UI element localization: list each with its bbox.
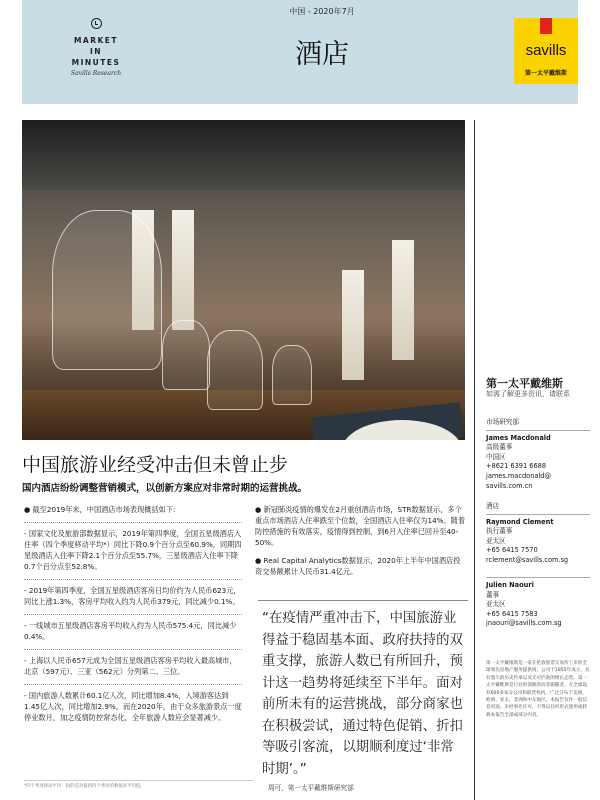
- contact-email[interactable]: rclement@savills.com.sg: [486, 555, 569, 564]
- subheadline: 国内酒店纷纷调整营销模式，以创新方案应对非常时期的运营挑战。: [22, 483, 308, 494]
- market-in-minutes-masthead: [60, 18, 132, 77]
- contact-region: 中国区: [486, 452, 506, 461]
- contact-phone: +65 6415 7583: [486, 609, 538, 618]
- sidebar-title: 第一太平戴维斯: [486, 377, 563, 390]
- paragraph: - 上海以人民币657元成为全国五星级酒店客房平均收入最高城市，北京（597元）、三亚（562元）分列第二、三位。: [24, 649, 242, 677]
- contact-name: James Macdonald: [486, 433, 551, 442]
- contact-role: 董事: [486, 590, 500, 599]
- footnote: *四个季度移动平均：指的是对最新四个季度的数据求平均值。: [24, 780, 254, 789]
- contact-email-cont[interactable]: savills.com.cn: [486, 481, 533, 490]
- pull-quote: “在疫情严重冲击下，中国旅游业得益于稳固基本面、政府扶持的双重支撑，旅游人数已有所回升，预计这一趋势将延续至下半年。面对前所未有的运营挑战，部分商家也在积极尝试，通过特色促销、折扣等吸引客流，以期顺利度过‘非常时期’。”: [262, 611, 463, 777]
- report-date: 中国 - 2020年7月: [289, 7, 355, 16]
- headline: 中国旅游业经受冲击但未曾止步: [22, 454, 289, 476]
- masthead-sub: Savills Research: [70, 70, 122, 77]
- savills-logo: [514, 18, 578, 84]
- masthead-line-2: IN: [89, 47, 103, 56]
- article-column-1: [24, 504, 242, 730]
- contact-email[interactable]: jnaouri@savills.com.sg: [486, 619, 562, 628]
- contact-region: 亚太区: [486, 600, 506, 609]
- quote-source: 周可，第一太平戴维斯研究部: [268, 784, 354, 792]
- paragraph: ● Real Capital Analytics数据显示，2020年上半年中国酒店投资交易额累计人民币31.4亿元。: [255, 556, 461, 576]
- contact-section-label: [486, 575, 590, 578]
- contact-section-label: 市场研究部: [486, 418, 590, 431]
- logo-word: savills: [525, 42, 567, 59]
- sidebar-subtitle: 如需了解更多资讯，请联系: [486, 390, 570, 398]
- contact-name: Julien Naouri: [486, 581, 534, 589]
- paragraph: ● 新冠肺炎疫情的爆发在2月重创酒店市场，STR数据显示，多个重点市场酒店入住率跌至个位数，全国酒店入住率仅为14%。随着防控措施的有效落实，疫情得到控制，到6月入住率已回升至40-50%。: [255, 505, 466, 547]
- masthead-line-1: MARKET: [73, 36, 119, 45]
- article-column-2: [255, 504, 467, 584]
- contact-role: 执行董事: [486, 527, 513, 536]
- clock-icon: [91, 18, 102, 29]
- report-title: 酒店: [295, 39, 349, 70]
- contact-region: 亚太区: [486, 536, 506, 545]
- contact-name: Raymond Clement: [486, 517, 554, 526]
- paragraph: - 国家文化及旅游部数据显示，2019年第四季度，全国五星级酒店入住率（四个季度移动平均*）同比下降0.9个百分点至60.9%，同期四星级酒店入住率下降2.1个百分点至55.7%，三星级酒店入住率下降0.7个百分点至52.8%。: [24, 522, 242, 572]
- contact-email[interactable]: james.macdonald@: [486, 471, 552, 480]
- paragraph: - 2019年第四季度，全国五星级酒店客房日均价约为人民币623元，同比上涨1.3%，客房平均收入约为人民币379元，同比减少0.1%。: [24, 579, 242, 607]
- sidebar-divider: [474, 120, 475, 800]
- about-savills: 第一太平戴维斯是一家在伦敦股票交易所上市的全球领先房地产服务提供商。公司于1855年成立，具有悠久的历史传承以及无可匹敌的增长态势。第一太平戴维斯是行业的领跑者而非跟随者，在全球设有600多家分公司和联营机构，广泛分布于美洲、欧洲、亚太、非洲和中东地区。本报告仅作一般信息用途。未经事先许可，不得以任何形式使用或转载本报告全部或部分内容。: [486, 661, 590, 718]
- masthead-line-3: MINUTES: [71, 58, 121, 67]
- contact-phone: +65 6415 7570: [486, 546, 538, 555]
- paragraph: ● 截至2019年末，中国酒店市场表现概括如下:: [24, 505, 176, 514]
- contact-block: [486, 418, 590, 491]
- contact-role: 高级董事: [486, 443, 513, 452]
- logo-cn: 第一太平戴维斯: [524, 70, 567, 77]
- header-banner: [22, 0, 578, 104]
- quote-divider: [258, 600, 468, 601]
- paragraph: - 一线城市五星级酒店客房平均收入约为人民币575.4元，同比减少0.4%。: [24, 614, 242, 642]
- logo-red-tab: [514, 18, 578, 38]
- contact-block: [486, 502, 590, 566]
- contact-section-label: 酒店: [486, 502, 590, 515]
- restaurant-photo: [22, 120, 465, 440]
- contact-block: [486, 575, 590, 629]
- contact-phone: +8621 6391 6688: [486, 462, 547, 471]
- paragraph: - 国内旅游人数累计60.1亿人次，同比增加8.4%，入境游客达到1.45亿人次，同比增加2.9%。而在2020年，由于众多旅游景点一度停业数月，加之疫情防控常态化，全年旅游人数应会显著减少。: [24, 684, 242, 723]
